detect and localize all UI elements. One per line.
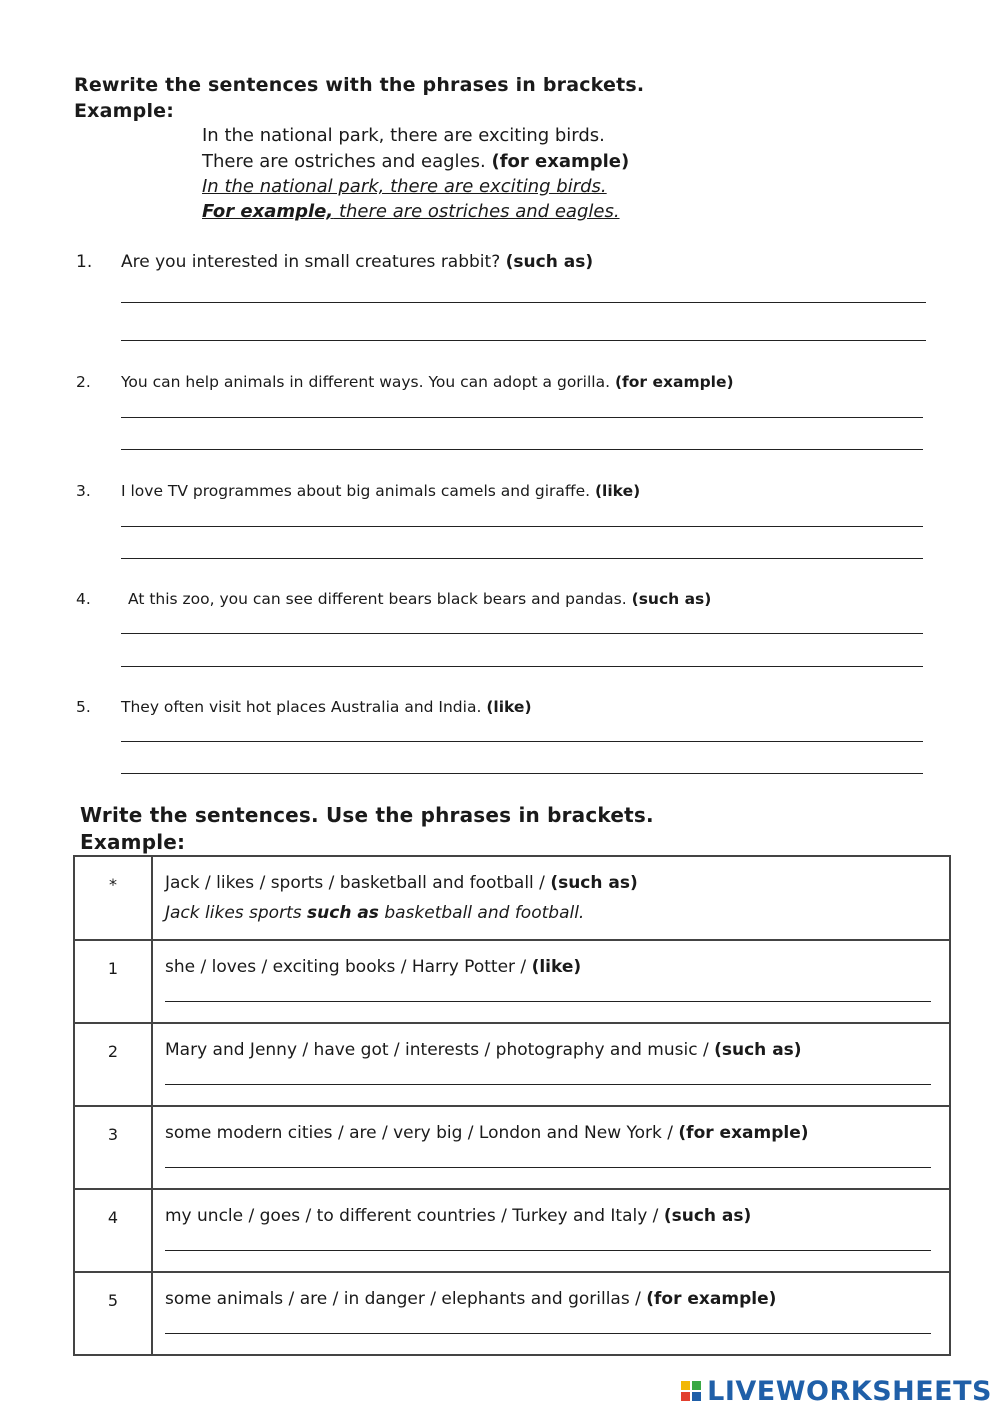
section2-title: Write the sentences. Use the phrases in brackets. — [80, 803, 654, 827]
example-answer-2 — [202, 201, 620, 222]
answer-line[interactable] — [121, 773, 923, 774]
answer-line[interactable] — [165, 1333, 931, 1334]
answer-line[interactable] — [165, 1001, 931, 1002]
table-row-example — [74, 856, 950, 940]
question-text: At this zoo, you can see different bears black bears and pandas. — [128, 590, 627, 608]
question-phrase: (such as) — [631, 590, 712, 608]
row-content — [152, 1272, 950, 1355]
row-content — [152, 940, 950, 1023]
answer-line[interactable] — [121, 449, 923, 450]
row-number: 1 — [74, 940, 152, 1023]
prompt-phrase: (like) — [531, 957, 582, 977]
question-text: I love TV programmes about big animals camels and giraffe. — [121, 482, 591, 500]
question-text: They often visit hot places Australia and India. — [121, 698, 482, 716]
question-phrase: (like) — [486, 698, 532, 716]
section1-title: Rewrite the sentences with the phrases in brackets. — [74, 74, 645, 96]
row-number: * — [74, 856, 152, 940]
liveworksheets-logo-icon — [681, 1379, 703, 1403]
question-phrase: (such as) — [505, 252, 594, 272]
answer-line[interactable] — [121, 558, 923, 559]
table-row — [74, 1106, 950, 1189]
prompt-phrase: (such as) — [714, 1040, 802, 1060]
row-content — [152, 1106, 950, 1189]
answer-line[interactable] — [165, 1167, 931, 1168]
example-answer-phrase: For example, — [202, 201, 334, 222]
row-prompt — [165, 1040, 933, 1060]
row-number: 3 — [74, 1106, 152, 1189]
answer-line[interactable] — [165, 1250, 931, 1251]
row-number: 5 — [74, 1272, 152, 1355]
question-text: You can help animals in different ways. You can adopt a gorilla. — [121, 373, 611, 391]
question-text: Are you interested in small creatures rabbit? — [121, 252, 501, 272]
question-number: 3. — [76, 482, 91, 500]
question-number: 5. — [76, 698, 91, 716]
prompt-text: some modern cities / are / very big / London and New York / — [165, 1123, 673, 1143]
prompt-phrase: (for example) — [678, 1123, 809, 1143]
example-sentence-2-text: There are ostriches and eagles. — [202, 151, 486, 172]
answer-line[interactable] — [121, 526, 923, 527]
row-prompt — [165, 957, 933, 977]
row-content — [152, 1023, 950, 1106]
prompt-text: she / loves / exciting books / Harry Potter / — [165, 957, 527, 977]
table-row — [74, 1272, 950, 1355]
table-row — [74, 1189, 950, 1272]
question-5 — [121, 698, 532, 716]
answer-line[interactable] — [121, 666, 923, 667]
table-row — [74, 940, 950, 1023]
example-sentence-1: In the national park, there are exciting birds. — [202, 125, 605, 146]
row-prompt — [165, 1206, 933, 1226]
prompt-text: my uncle / goes / to different countries / Turkey and Italy / — [165, 1206, 659, 1226]
answer-before: Jack likes sports — [165, 903, 308, 923]
answer-phrase: such as — [307, 903, 379, 923]
question-1 — [121, 252, 593, 272]
answer-line[interactable] — [121, 340, 926, 341]
answer-after: basketball and football. — [378, 903, 585, 923]
row-prompt — [165, 873, 933, 893]
question-3 — [121, 482, 640, 500]
example-answer-1: In the national park, there are exciting birds. — [202, 176, 607, 197]
question-2 — [121, 373, 734, 391]
prompt-phrase: (for example) — [646, 1289, 777, 1309]
example-phrase: (for example) — [491, 151, 630, 172]
prompt-text: Mary and Jenny / have got / interests / photography and music / — [165, 1040, 709, 1060]
example-sentence-2 — [202, 151, 629, 172]
question-number: 1. — [76, 252, 93, 272]
row-number: 2 — [74, 1023, 152, 1106]
prompt-phrase: (such as) — [663, 1206, 752, 1226]
answer-line[interactable] — [121, 417, 923, 418]
answer-line[interactable] — [165, 1084, 931, 1085]
answer-line[interactable] — [121, 741, 923, 742]
row-prompt — [165, 1123, 933, 1143]
question-number: 2. — [76, 373, 91, 391]
answer-line[interactable] — [121, 633, 923, 634]
table-row — [74, 1023, 950, 1106]
question-number: 4. — [76, 590, 91, 608]
prompt-text: Jack / likes / sports / basketball and football / — [165, 873, 545, 893]
section1-example-label: Example: — [74, 100, 175, 122]
example-row-answer — [165, 903, 933, 923]
liveworksheets-logo[interactable] — [681, 1376, 992, 1407]
exercise-table — [73, 855, 951, 1356]
row-prompt — [165, 1289, 933, 1309]
logo-text: LIVEWORKSHEETS — [707, 1376, 992, 1407]
question-phrase: (like) — [594, 482, 641, 500]
answer-line[interactable] — [121, 302, 926, 303]
section2-example-label: Example: — [80, 830, 186, 854]
row-content — [152, 856, 950, 940]
row-number: 4 — [74, 1189, 152, 1272]
prompt-text: some animals / are / in danger / elephants and gorillas / — [165, 1289, 641, 1309]
question-4 — [128, 590, 711, 608]
example-answer-rest: there are ostriches and eagles. — [333, 201, 620, 222]
prompt-phrase: (such as) — [550, 873, 638, 893]
question-phrase: (for example) — [614, 373, 734, 391]
row-content — [152, 1189, 950, 1272]
